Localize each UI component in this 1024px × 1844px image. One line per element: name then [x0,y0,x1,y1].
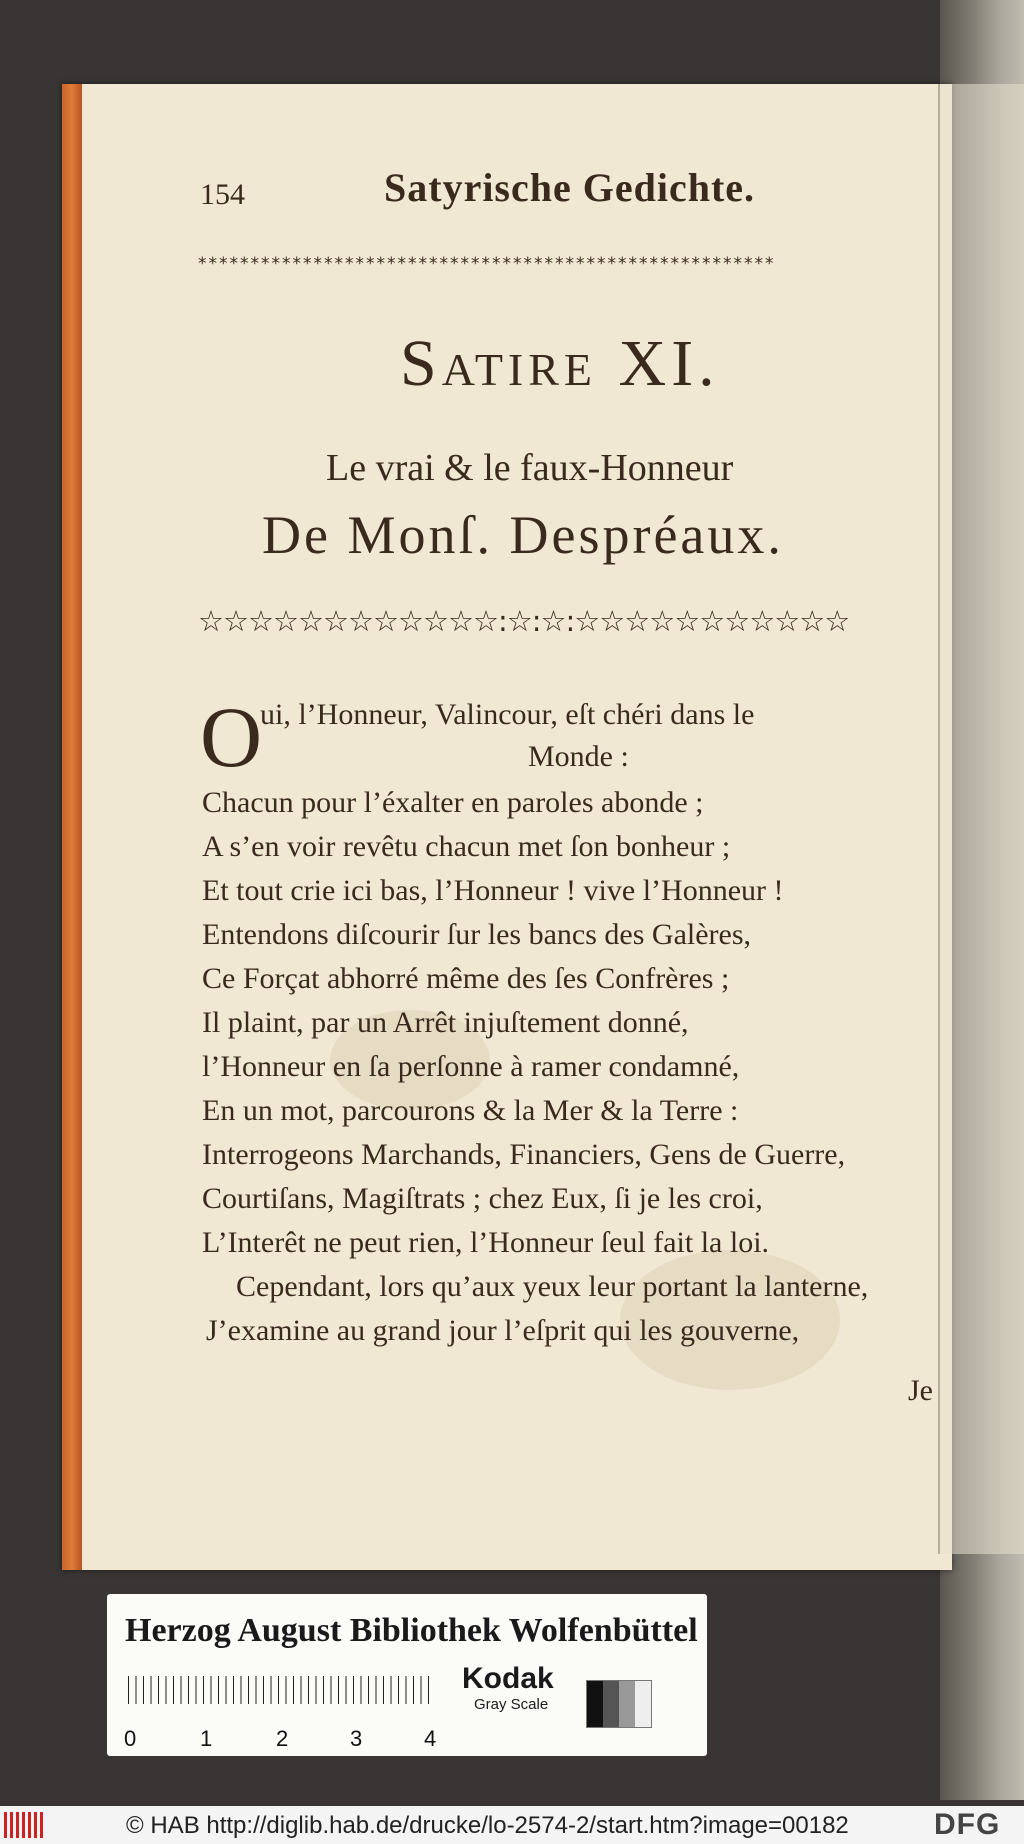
hab-barcode-icon [4,1812,46,1838]
author-line: De Monſ. Despréaux. [262,505,784,565]
poem-line-1: ui, l’Honneur, Valincour, eſt chéri dans le [260,698,755,731]
poem-line: Et tout crie ici bas, l’Honneur ! vive l’Honneur ! [202,874,784,907]
poem-line: l’Honneur en ſa perſonne à ramer condamné, [202,1050,740,1083]
ruler-mark: 0 [124,1726,137,1751]
library-name: Herzog August Bibliothek Wolfenbüttel [125,1612,698,1649]
poem-line: Interrogeons Marchands, Financiers, Gens de Guerre, [202,1138,846,1171]
poem-line: A s’en voir revêtu chacun met ſon bonheur ; [202,830,731,863]
gray-scale-label: Gray Scale [474,1696,549,1713]
dfg-logo: DFG [934,1808,1001,1841]
star-rule: ******************************************************* [198,254,776,272]
ruler-mark: 1 [200,1726,213,1751]
running-head: Satyrische Gedichte. [384,165,756,210]
poem-line-1-continuation: Monde : [528,740,629,773]
ornament-rule: ☆☆☆☆☆☆☆☆☆☆☆☆:☆:☆:☆☆☆☆☆☆☆☆☆☆☆ [198,604,850,638]
subtitle: Le vrai & le faux-Honneur [326,447,734,489]
poem-line: L’Interêt ne peut rien, l’Honneur ſeul fait la loi. [202,1226,770,1259]
ruler-mark: 4 [424,1726,437,1751]
measurement-ruler [128,1676,434,1722]
ruler-mark: 3 [350,1726,363,1751]
poem-line: Entendons diſcourir ſur les bancs des Galères, [202,918,752,951]
poem-line: En un mot, parcourons & la Mer & la Terre : [202,1094,739,1127]
page-number: 154 [200,178,245,211]
drop-cap: O [200,689,263,785]
ruler-mark: 2 [276,1726,289,1751]
catchword: Je [908,1374,933,1407]
kodak-logo: Kodak [462,1662,554,1695]
satire-title: Satire XI. [400,327,720,400]
facing-page-edge [938,84,1024,1554]
poem-line: Cependant, lors qu’aux yeux leur portant la lanterne, [236,1270,869,1303]
footer-credit-link[interactable]: © HAB http://diglib.hab.de/drucke/lo-2574-2/start.htm?image=00182 [126,1812,849,1839]
poem-line: Chacun pour l’éxalter en paroles abonde ; [202,786,704,819]
poem-line: J’examine au grand jour l’eſprit qui les gouverne, [206,1314,800,1347]
page-gilt-edge [62,84,82,1570]
poem-line: Ce Forçat abhorré même des ſes Confrères ; [202,962,730,995]
poem-line: Courtiſans, Magiſtrats ; chez Eux, ſi je les croi, [202,1182,763,1215]
gray-scale-patches [586,1680,652,1728]
poem-line: Il plaint, par un Arrêt injuſtement donné, [202,1006,689,1039]
